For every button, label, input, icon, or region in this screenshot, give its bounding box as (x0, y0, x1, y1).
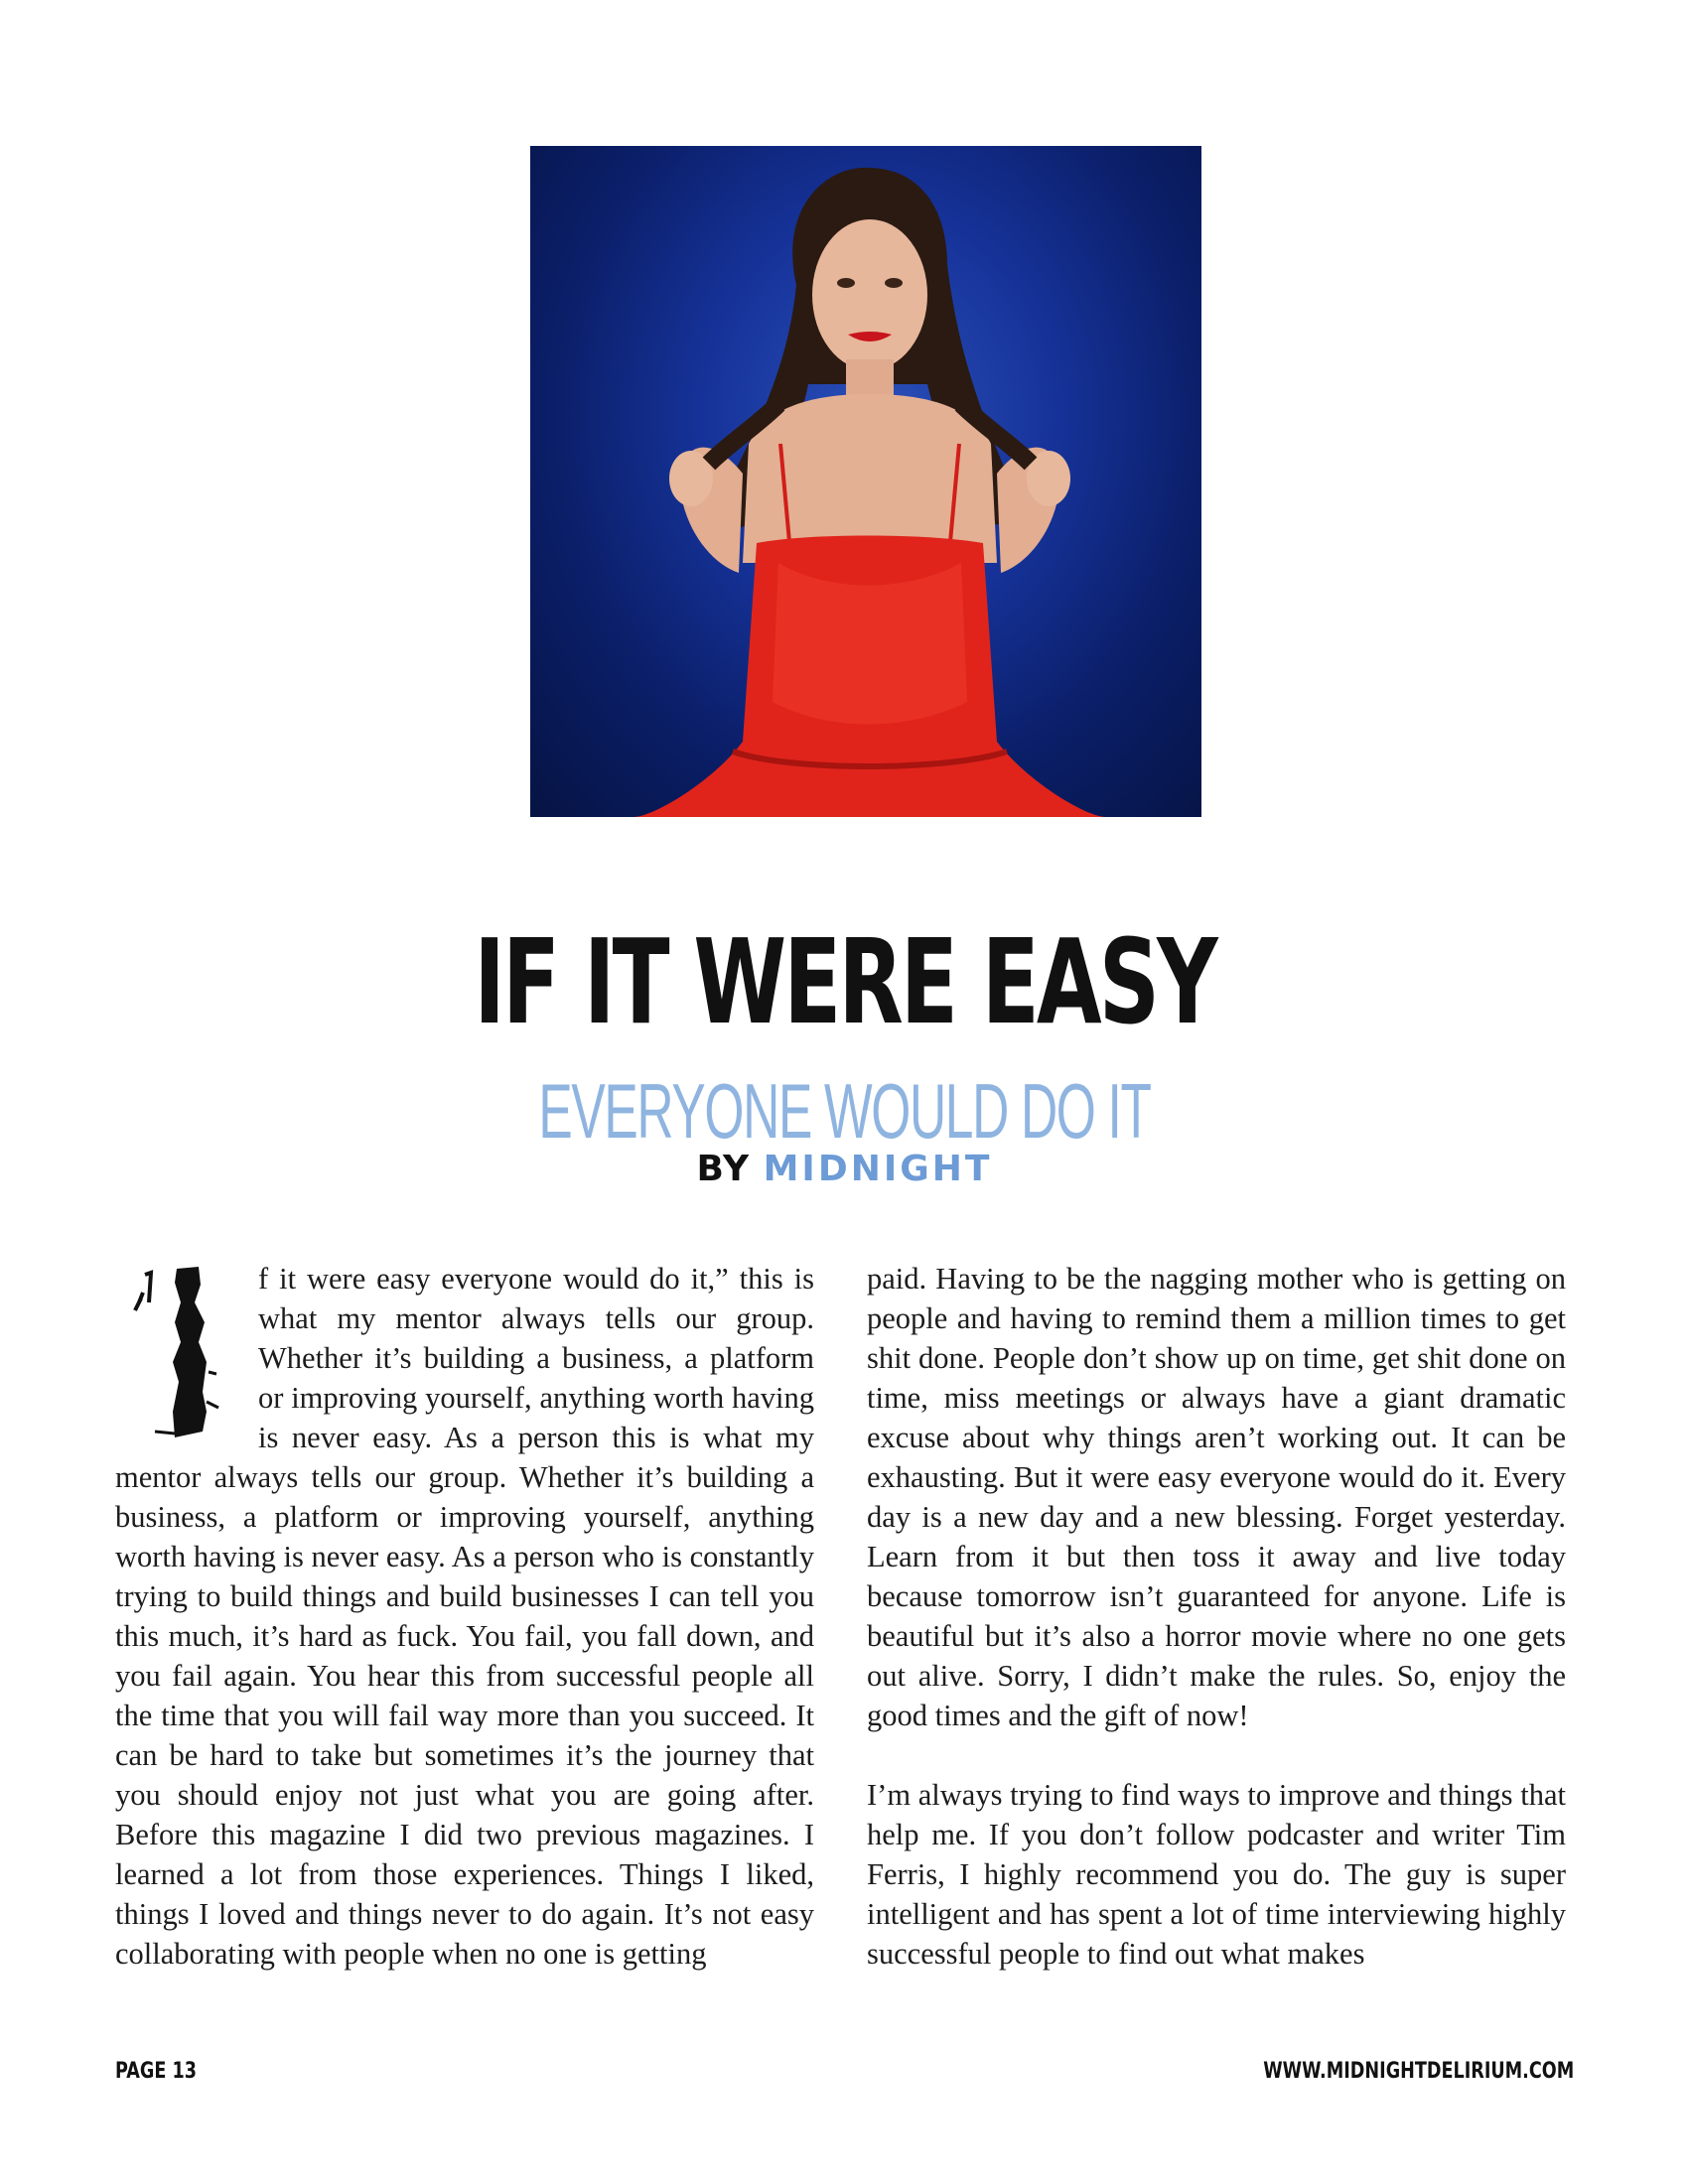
paragraph-right-2: I’m always trying to find ways to improve and things that help me. If you don’t follow podcaster and writer Tim Ferris, I highly recommend you do. The guy is super intelligent and has spent a lot of time interviewing highly successful people to find out what makes (867, 1778, 1566, 1971)
author-name: MIDNIGHT (763, 1149, 993, 1189)
article-column-right (867, 1259, 1566, 1974)
drop-cap-graphic (115, 1263, 252, 1449)
paragraph-right-1: paid. Having to be the nagging mother who is getting on people and having to remind them a million times to get shit done. People don’t show up on time, get shit done on time, miss meetings or always have a giant dramatic excuse about why things aren’t working out. It can be exhausting. But it were easy everyone would do it. Every day is a new day and a new blessing. Forget yesterday. Learn from it but then toss it away and live today because tomorrow isn’t guaranteed for anyone. Life is beautiful but it’s also a horror movie where no one gets out alive. Sorry, I didn’t make the rules. So, enjoy the good times and the gift of now! (867, 1262, 1566, 1732)
website-link[interactable]: WWW.MIDNIGHTDELIRIUM.COM (1262, 2059, 1574, 2084)
article-subtitle: EVERYONE WOULD DO IT (538, 1067, 1151, 1155)
byline-prefix: BY (696, 1149, 751, 1189)
paragraph-left: f it were easy everyone would do it,” this is what my mentor always tells our group. Whether it’s building a business, a platform or improving yourself, anything worth having is never easy. As a person this is what my mentor always tells our group. Whether it’s building a business, a platform or improving yourself, anything worth having is never easy. As a person who is constantly trying to build things and build businesses I can tell you this much, it’s hard as fuck. You fail, you fall down, and you fail again. You hear this from successful people all the time that you will fail way more than you succeed. It can be hard to take but sometimes it’s the journey that you should enjoy not just what you are going after. Before this magazine I did two previous magazines. I learned a lot from those experiences. Things I liked, things I loved and things never to do again. It’s not easy collaborating with people when no one is getting (115, 1262, 814, 1971)
byline (0, 1149, 1689, 1189)
portrait-illustration (530, 146, 1201, 817)
article-title: IF IT WERE EASY (474, 913, 1215, 1050)
article-column-left (115, 1259, 814, 1974)
portrait-photo (530, 146, 1201, 817)
page-number: PAGE 13 (115, 2059, 197, 2084)
